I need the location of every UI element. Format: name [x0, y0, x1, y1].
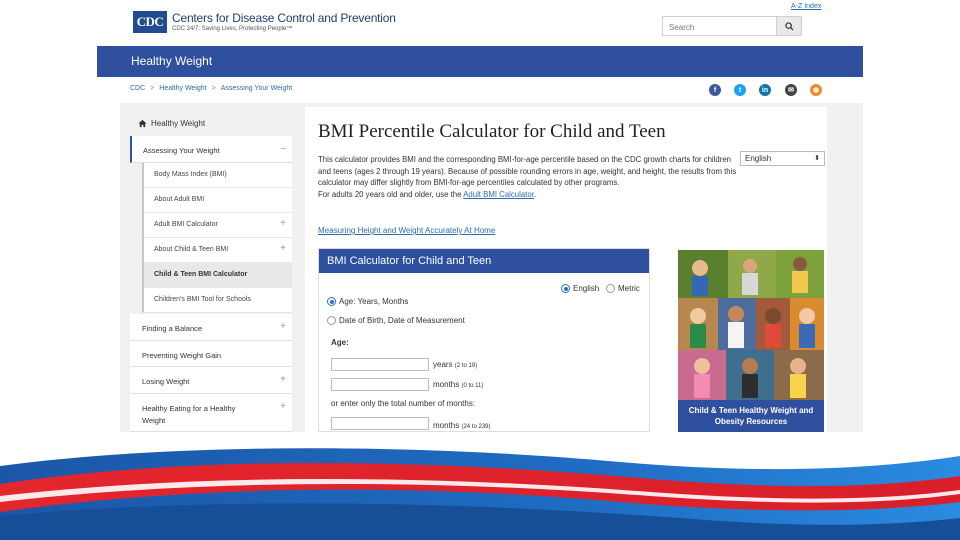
search-button[interactable]	[776, 17, 801, 35]
org-name: Centers for Disease Control and Prevention	[172, 11, 396, 25]
sidebar-subitem-about-adult[interactable]	[142, 188, 292, 213]
months-range: (0 to 11)	[461, 383, 484, 389]
children-photo-collage	[678, 250, 824, 400]
sidebar-item-preventing[interactable]	[130, 341, 292, 367]
expand-icon[interactable]: +	[280, 374, 286, 385]
adult-suffix: .	[533, 189, 537, 199]
page-title: BMI Percentile Calculator for Child and Teen	[318, 121, 666, 142]
months-input[interactable]	[331, 378, 429, 391]
promo-caption: Child & Teen Healthy Weight and Obesity Resources	[678, 400, 824, 432]
measuring-link[interactable]: Measuring Height and Weight Accurately At Home	[318, 226, 496, 235]
age-option-label: Age: Years, Months	[339, 297, 409, 306]
radio-english[interactable]	[561, 284, 570, 293]
site-banner	[97, 46, 863, 77]
sidebar-item-balance[interactable]	[130, 314, 292, 341]
sidebar-item-losing[interactable]	[130, 367, 292, 394]
total-months-unit	[433, 421, 491, 430]
expand-icon[interactable]: +	[280, 218, 286, 229]
linkedin-icon[interactable]: in	[759, 84, 771, 96]
sidebar-item-label: Finding a Balance	[142, 324, 203, 333]
years-input[interactable]	[331, 358, 429, 371]
bmi-calculator	[318, 248, 650, 432]
language-select[interactable]	[740, 151, 825, 166]
select-arrow-icon: ⬍	[814, 155, 820, 162]
breadcrumb	[130, 85, 292, 92]
breadcrumb-separator: >	[211, 85, 216, 92]
sidebar-item-label: Losing Weight	[142, 377, 190, 386]
sidebar-item-healthy-eating[interactable]	[130, 394, 292, 432]
sidebar-home[interactable]	[138, 119, 205, 128]
unit-metric-label: Metric	[618, 284, 640, 293]
org-tagline: CDC 24/7: Saving Lives, Protecting People™	[172, 26, 293, 32]
unit-english-option[interactable]	[561, 284, 599, 293]
browser-screenshot	[97, 0, 863, 432]
language-value: English	[745, 154, 772, 163]
sidebar-subitem-label: Adult BMI Calculator	[154, 221, 218, 228]
calculator-title: BMI Calculator for Child and Teen	[319, 249, 649, 273]
sidebar-subitem-about-child[interactable]	[142, 238, 292, 263]
age-years-months-option[interactable]	[327, 297, 408, 306]
expand-icon[interactable]: +	[280, 243, 286, 254]
sidebar-item-assessing[interactable]	[130, 136, 292, 163]
breadcrumb-separator: >	[150, 85, 155, 92]
years-unit	[433, 360, 477, 369]
sidebar-subitem-schools[interactable]	[142, 288, 292, 313]
months-label: months	[433, 380, 460, 389]
years-range: (2 to 19)	[454, 363, 478, 369]
breadcrumb-healthy-weight[interactable]: Healthy Weight	[159, 85, 207, 92]
expand-icon[interactable]: +	[280, 401, 286, 412]
unit-metric-option[interactable]	[606, 284, 640, 293]
total-months-label: months	[433, 421, 460, 430]
home-icon	[138, 119, 147, 128]
radio-age-years[interactable]	[327, 297, 336, 306]
years-label: years	[433, 360, 453, 369]
dob-option-label: Date of Birth, Date of Measurement	[339, 316, 465, 325]
sidebar-subitem-adult-calc[interactable]	[142, 213, 292, 238]
total-months-input[interactable]	[331, 417, 429, 430]
sidebar-subitem-label: About Adult BMI	[154, 196, 205, 203]
sidebar-item-label: Healthy Eating for a Healthy Weight	[142, 404, 236, 425]
sidebar-subitem-label: About Child & Teen BMI	[154, 246, 229, 253]
sidebar-subitem-child-calc[interactable]	[142, 263, 292, 288]
sidebar-item-label: Assessing Your Weight	[143, 146, 220, 155]
search-icon	[785, 22, 794, 31]
twitter-icon[interactable]: t	[734, 84, 746, 96]
sidebar-subitem-bmi[interactable]	[142, 163, 292, 188]
promo-banner[interactable]	[678, 250, 824, 432]
or-text: or enter only the total number of months:	[331, 399, 476, 408]
sidebar-item-label: Preventing Weight Gain	[142, 351, 222, 360]
breadcrumb-cdc[interactable]: CDC	[130, 85, 146, 92]
intro-paragraph: This calculator provides BMI and the corresponding BMI-for-age percentile based on the CDC growth charts for children and teens (ages 2 through 19 years). Because of possible rounding errors in age, weight, and height, the results from this calculator may differ slightly from BMI-for-age percentiles calculated by other programs.	[318, 155, 737, 187]
radio-metric[interactable]	[606, 284, 615, 293]
adult-calculator-link[interactable]: Adult BMI Calculator	[463, 189, 534, 199]
intro-text	[318, 154, 738, 200]
az-index-link[interactable]: A-Z Index	[791, 3, 822, 10]
date-of-birth-option[interactable]	[327, 316, 465, 325]
expand-icon[interactable]: +	[280, 321, 286, 332]
total-months-range: (24 to 239)	[461, 424, 491, 430]
radio-dob[interactable]	[327, 316, 336, 325]
sidebar-subitem-label: Body Mass Index (BMI)	[154, 171, 227, 178]
email-icon[interactable]: ✉	[785, 84, 797, 96]
banner-title[interactable]: Healthy Weight	[131, 54, 213, 68]
decorative-swoosh	[0, 432, 960, 540]
adult-prefix: For adults 20 years old and older, use the	[318, 189, 464, 199]
months-unit	[433, 380, 483, 389]
sidebar-subitem-label: Child & Teen BMI Calculator	[154, 271, 248, 278]
breadcrumb-assessing[interactable]: Assessing Your Weight	[220, 85, 293, 92]
age-label: Age:	[331, 338, 349, 347]
facebook-icon[interactable]: f	[709, 84, 721, 96]
syndicate-icon[interactable]: ◉	[810, 84, 822, 96]
search-input[interactable]	[663, 19, 785, 37]
unit-english-label: English	[573, 284, 600, 293]
sidebar-subitem-label: Children's BMI Tool for Schools	[154, 296, 251, 303]
sidebar-home-label: Healthy Weight	[151, 119, 206, 128]
collapse-icon[interactable]: –	[280, 143, 286, 154]
cdc-logo[interactable]: CDC	[133, 11, 167, 33]
search-box	[662, 16, 802, 36]
